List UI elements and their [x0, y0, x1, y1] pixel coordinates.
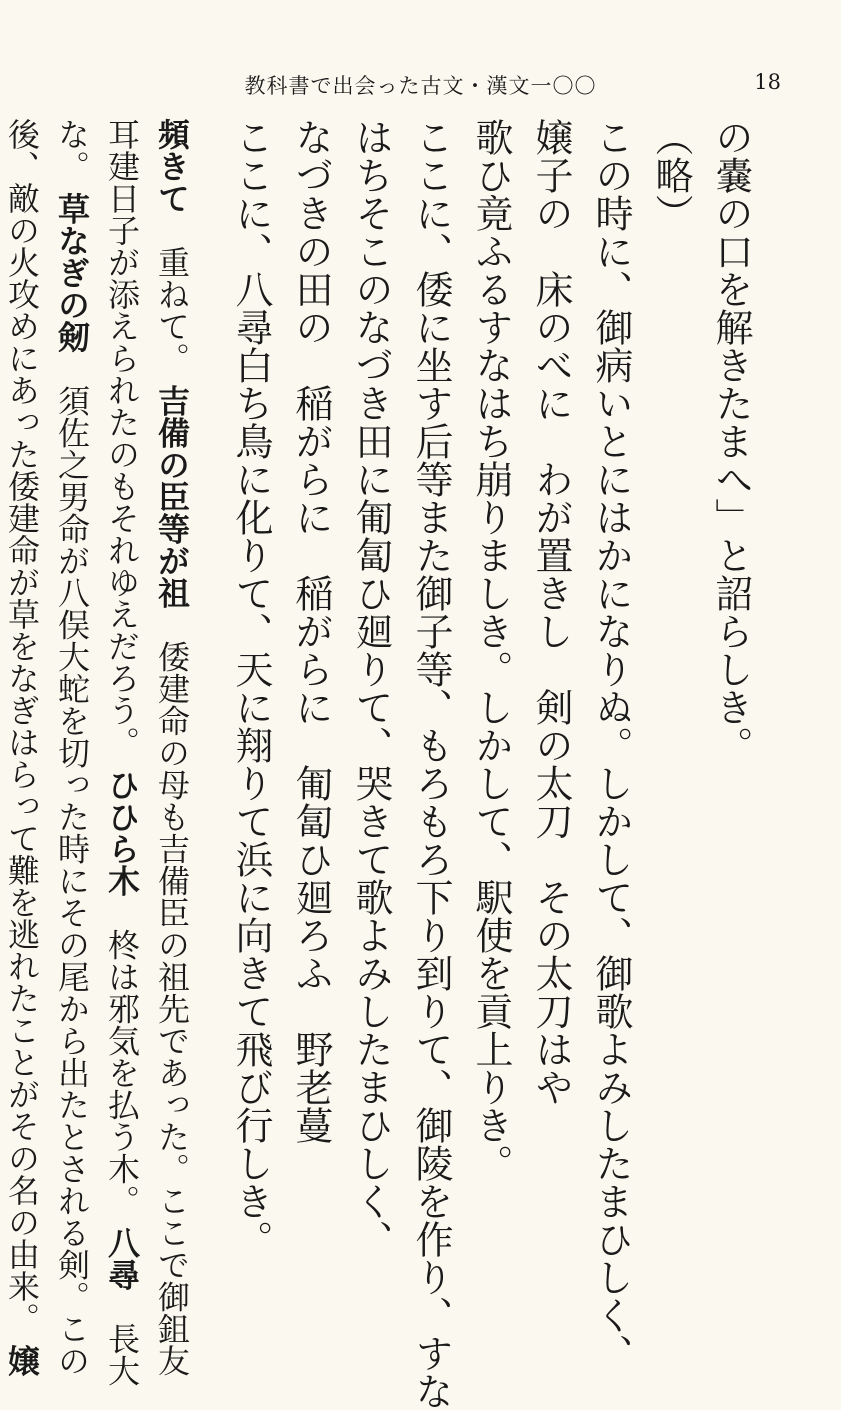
main-text-line: 歌ひ竟ふるすなはち崩りましき。しかして、駅使を貢上りき。: [469, 118, 513, 1182]
note-text: 倭建命の母も吉備臣の祖先であった。ここで御鉏友: [153, 640, 191, 1377]
annotation-notes: [0, 118, 197, 1387]
note-term: ひひら木: [103, 768, 141, 897]
main-text-line: ここに、倭に坐す后等また御子等、もろもろ下り到りて、御陵を作り、すな: [409, 118, 453, 1410]
note-term: 八尋: [103, 1226, 141, 1291]
note-text: な。: [53, 118, 91, 182]
note-line: [0, 118, 47, 1377]
main-text-line: なづきの田の 稲がらに 稲がらに 匍匐ひ廻ろふ 野老蔓: [289, 118, 333, 1144]
note-term: 吉備の臣等が祖: [153, 384, 191, 609]
note-text: 須佐之男命が八俣大蛇を切った時にその尾から出たとされる剣。この: [53, 384, 91, 1377]
note-line: [97, 118, 147, 1387]
main-text-line: この時に、御病いとにはかになりぬ。しかして、御歌よみしたまひしく、: [589, 118, 633, 1372]
vertical-text-body: [3, 118, 761, 1410]
note-term: 嬢: [3, 1344, 41, 1377]
main-text-line: の嚢の口を解きたまへ」と詔らしき。: [709, 118, 753, 764]
main-text-line: はちそこのなづき田に匍匐ひ廻りて、哭きて歌よみしたまひしく、: [349, 118, 393, 1258]
note-text: 重ねて。: [153, 246, 191, 374]
main-text-line: （略）: [649, 118, 693, 232]
main-text-line: 嬢子の 床のべに わが置きし 剣の太刀 その太刀はや: [529, 118, 573, 1106]
note-text: 長大: [103, 1322, 141, 1387]
note-line: [47, 118, 97, 1377]
main-text-line: ここに、八尋白ち鳥に化りて、天に翔りて浜に向きて飛び行しき。: [229, 118, 273, 1258]
note-text: 柊は邪気を払う木。: [103, 928, 141, 1217]
note-text: 耳建日子が添えられたのもそれゆえだろう。: [103, 118, 141, 758]
note-line: [147, 118, 197, 1377]
page-number: 18: [754, 70, 781, 94]
note-text: 後、敵の火攻めにあった倭建命が草をなぎはらって難を逃れたことがその名の由来。: [3, 118, 41, 1334]
note-term: 草なぎの剱: [53, 192, 91, 353]
page-header-title: 教科書で出会った古文・漢文一〇〇: [244, 74, 597, 98]
note-term: 頻きて: [153, 118, 191, 214]
